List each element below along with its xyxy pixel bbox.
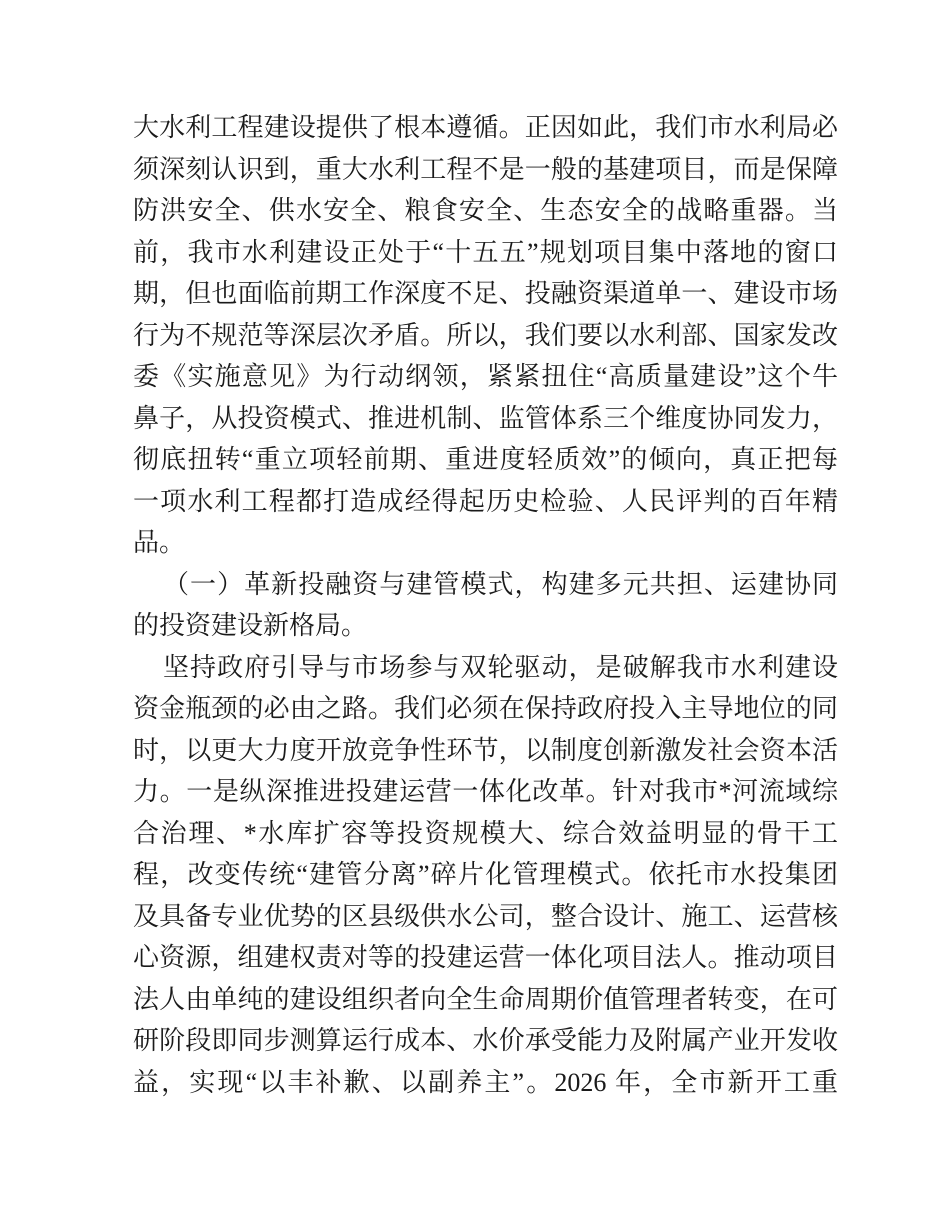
text-line: （一）革新投融资与建管模式，构建多元共担、运建协同 [163, 569, 838, 599]
text-line: 及具备专业优势的区县级供水公司，整合设计、施工、运营核 [133, 901, 838, 931]
text-line: 大水利工程建设提供了根本遵循。正因如此，我们市水利局必 [133, 113, 838, 142]
text-line: 资金瓶颈的必由之路。我们必须在保持政府投入主导地位的同 [133, 694, 838, 723]
text-line: 期，但也面临前期工作深度不足、投融资渠道单一、建设市场 [133, 279, 838, 308]
text-line: 的投资建设新格局。 [133, 611, 368, 640]
document-text-block [133, 107, 838, 1103]
text-line: 时，以更大力度开放竞争性环节，以制度创新激发社会资本活 [133, 735, 838, 765]
text-line: 彻底扭转“重立项轻前期、重进度轻质效”的倾向，真正把每 [133, 445, 838, 474]
text-line: 坚持政府引导与市场参与双轮驱动，是破解我市水利建设 [163, 652, 838, 682]
text-line: 鼻子，从投资模式、推进机制、监管体系三个维度协同发力， [133, 403, 838, 433]
text-line: 委《实施意见》为行动纲领，紧紧扭住“高质量建设”这个牛 [133, 362, 838, 391]
text-line: 前，我市水利建设正处于“十五五”规划项目集中落地的窗口 [133, 237, 838, 267]
text-line: 研阶段即同步测算运行成本、水价承受能力及附属产业开发收 [133, 1026, 838, 1055]
text-line: 合治理、*水库扩容等投资规模大、综合效益明显的骨干工 [133, 818, 838, 848]
text-line: 一项水利工程都打造成经得起历史检验、人民评判的百年精 [133, 486, 838, 516]
text-line: 须深刻认识到，重大水利工程不是一般的基建项目，而是保障 [133, 154, 838, 184]
text-line: 行为不规范等深层次矛盾。所以，我们要以水利部、国家发改 [133, 320, 838, 350]
text-line: 力。一是纵深推进投建运营一体化改革。针对我市*河流域综 [133, 777, 838, 806]
text-line: 程，改变传统“建管分离”碎片化管理模式。依托市水投集团 [133, 860, 838, 889]
text-line: 益，实现“以丰补歉、以副养主”。2026 年，全市新开工重 [133, 1067, 838, 1097]
text-line: 法人由单纯的建设组织者向全生命周期价值管理者转变，在可 [133, 984, 838, 1014]
text-line: 品。 [133, 528, 186, 557]
text-line: 心资源，组建权责对等的投建运营一体化项目法人。推动项目 [133, 943, 838, 972]
text-line: 防洪安全、供水安全、粮食安全、生态安全的战略重器。当 [133, 196, 838, 225]
